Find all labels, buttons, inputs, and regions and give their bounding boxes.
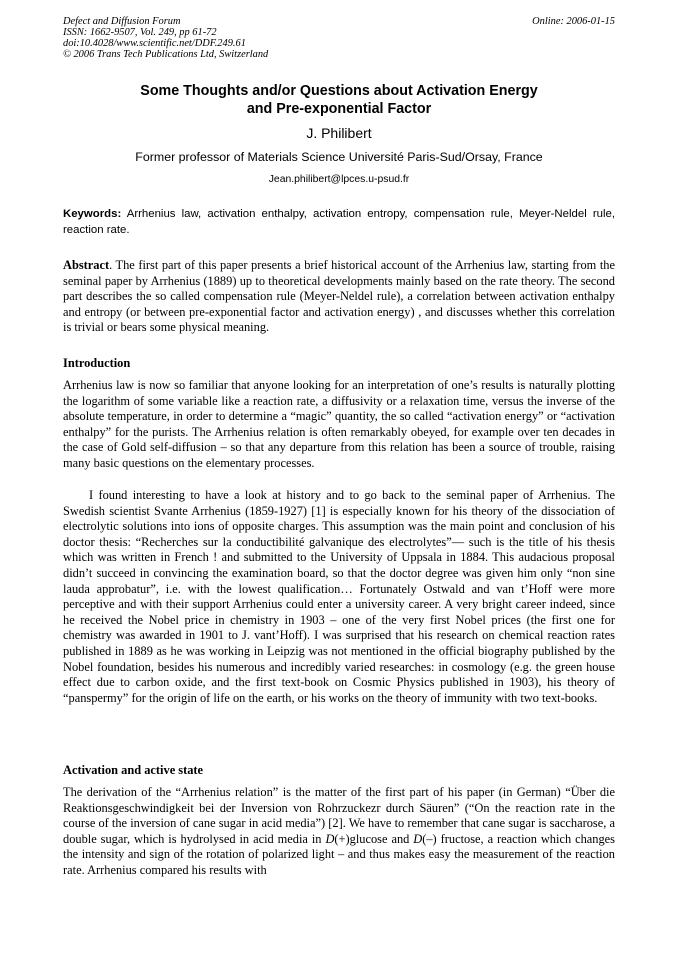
doi-line: doi:10.4028/www.scientific.net/DDF.249.61 bbox=[63, 38, 246, 49]
title-line-2: and Pre-exponential Factor bbox=[246, 101, 432, 117]
online-date: Online: 2006-01-15 bbox=[532, 16, 615, 27]
activation-paragraph-1 bbox=[63, 785, 615, 879]
journal-name: Defect and Diffusion Forum bbox=[63, 16, 181, 27]
introduction-paragraph-2: I found interesting to have a look at history and to go back to the seminal paper of Arrhenius. The Swedish scientist Svante Arrhenius (1859-1927) [1] is especially known for his theory of the dissociation of electrolytic solutions into ions of opposite charges. This assumption was the main point and conclusion of his doctor thesis: “Recherches sur la conductibilité galvanique des electrolytes”— such is the title of his thesis which was written in French ! and submitted to the University of Uppsala in 1884. This audacious proposal didn’t succeed in convincing the examination board, so that the doctor degree was given him only “non sine lauda approbatur”, i.e. with the lowest qualification… Fortunately Ostwald and van t’Hoff were more perceptive and with their support Arrhenius could enter a university career. A very bright career indeed, since he received the Nobel price in chemistry in 1903 – one of the very first Nobel prices (the first one for chemistry was awarded in 1901 to J. vant’Hoff). I was surprised that his research on chemical reaction rates published in 1889 as he was working in Leipzig was not mentioned in the official biography published by the Nobel foundation, besides his numerous and incredibly varied researches: in cosmology (e.g. the green house effect due to carbon oxide, and the first text-book on Cosmic Physics published in 1903), his theory of “panspermy” for the origin of life on the earth, or his works on the theory of immunity with two text-books. bbox=[63, 488, 615, 705]
introduction-heading: Introduction bbox=[63, 356, 131, 370]
author-name: J. Philibert bbox=[306, 125, 372, 141]
introduction-paragraph-1: Arrhenius law is now so familiar that anyone looking for an interpretation of one’s results is naturally plotting the logarithm of some variable like a reaction rate, a diffusivity or a relaxation time, versus the inverse of the absolute temperature, in order to determine a “magic” quantity, the so called “activation energy” or “activation enthalpy” for the purists. The Arrhenius relation is often remarkably obeyed, for example over ten decades in the case of Gold self-diffusion – so that any departure from this relation has been a source of trouble, raising many basic questions on the elementary processes. bbox=[63, 378, 615, 470]
activation-text-b: (+)glucose and bbox=[334, 831, 414, 846]
abstract-block bbox=[63, 258, 615, 336]
issn-line: ISSN: 1662-9507, Vol. 249, pp 61-72 bbox=[63, 27, 217, 38]
activation-text-a: The derivation of the “Arrhenius relation” is the matter of the first part of his paper (in German) “Über die Reaktionsgeschwindigkeit bei der Inversion von Rohrzuckezr durch Säuren” (“On the reaction rate in the course of the inversion of cane sugar in acid media”) [2]. We have to remember that cane sugar is saccharose, a double sugar, which is hydrolysed in acid media in bbox=[63, 785, 615, 846]
abstract-text: . The first part of this paper presents a brief historical account of the Arrhenius law, starting from the seminal paper by Arrhenius (1889) up to theoretical developments mainly based on the rate theory. The second part describes the so called compensation rule (Meyer-Neldel rule), a correlation between activation enthalpy and entropy (or between pre-exponential factor and activation energy) , and discusses whether this correlation is trivial or bears some physical meaning. bbox=[63, 258, 615, 335]
paper-title bbox=[63, 82, 615, 118]
activation-text-c: (–) fructose, a reaction which changes the intensity and sign of the rotation of polarized light – and thus makes easy the measurement of the reaction rate. Arrhenius compared his results with bbox=[63, 831, 615, 877]
d-symbol-1: D bbox=[325, 831, 335, 846]
journal-header bbox=[63, 16, 615, 60]
author-affiliation: Former professor of Materials Science Université Paris-Sud/Orsay, France bbox=[135, 150, 543, 164]
keywords-label: Keywords: bbox=[63, 208, 122, 220]
d-symbol-2: D bbox=[413, 831, 423, 846]
keywords-block bbox=[63, 207, 615, 238]
author-email: Jean.philibert@lpces.u-psud.fr bbox=[268, 174, 410, 185]
copyright-line: © 2006 Trans Tech Publications Ltd, Switzerland bbox=[63, 49, 269, 60]
activation-heading: Activation and active state bbox=[63, 763, 204, 777]
keywords-text: Arrhenius law, activation enthalpy, activation entropy, compensation rule, Meyer-Neldel rule, reaction rate. bbox=[63, 208, 615, 236]
title-line-1: Some Thoughts and/or Questions about Activation Energy bbox=[140, 83, 538, 99]
abstract-label: Abstract bbox=[63, 258, 110, 272]
